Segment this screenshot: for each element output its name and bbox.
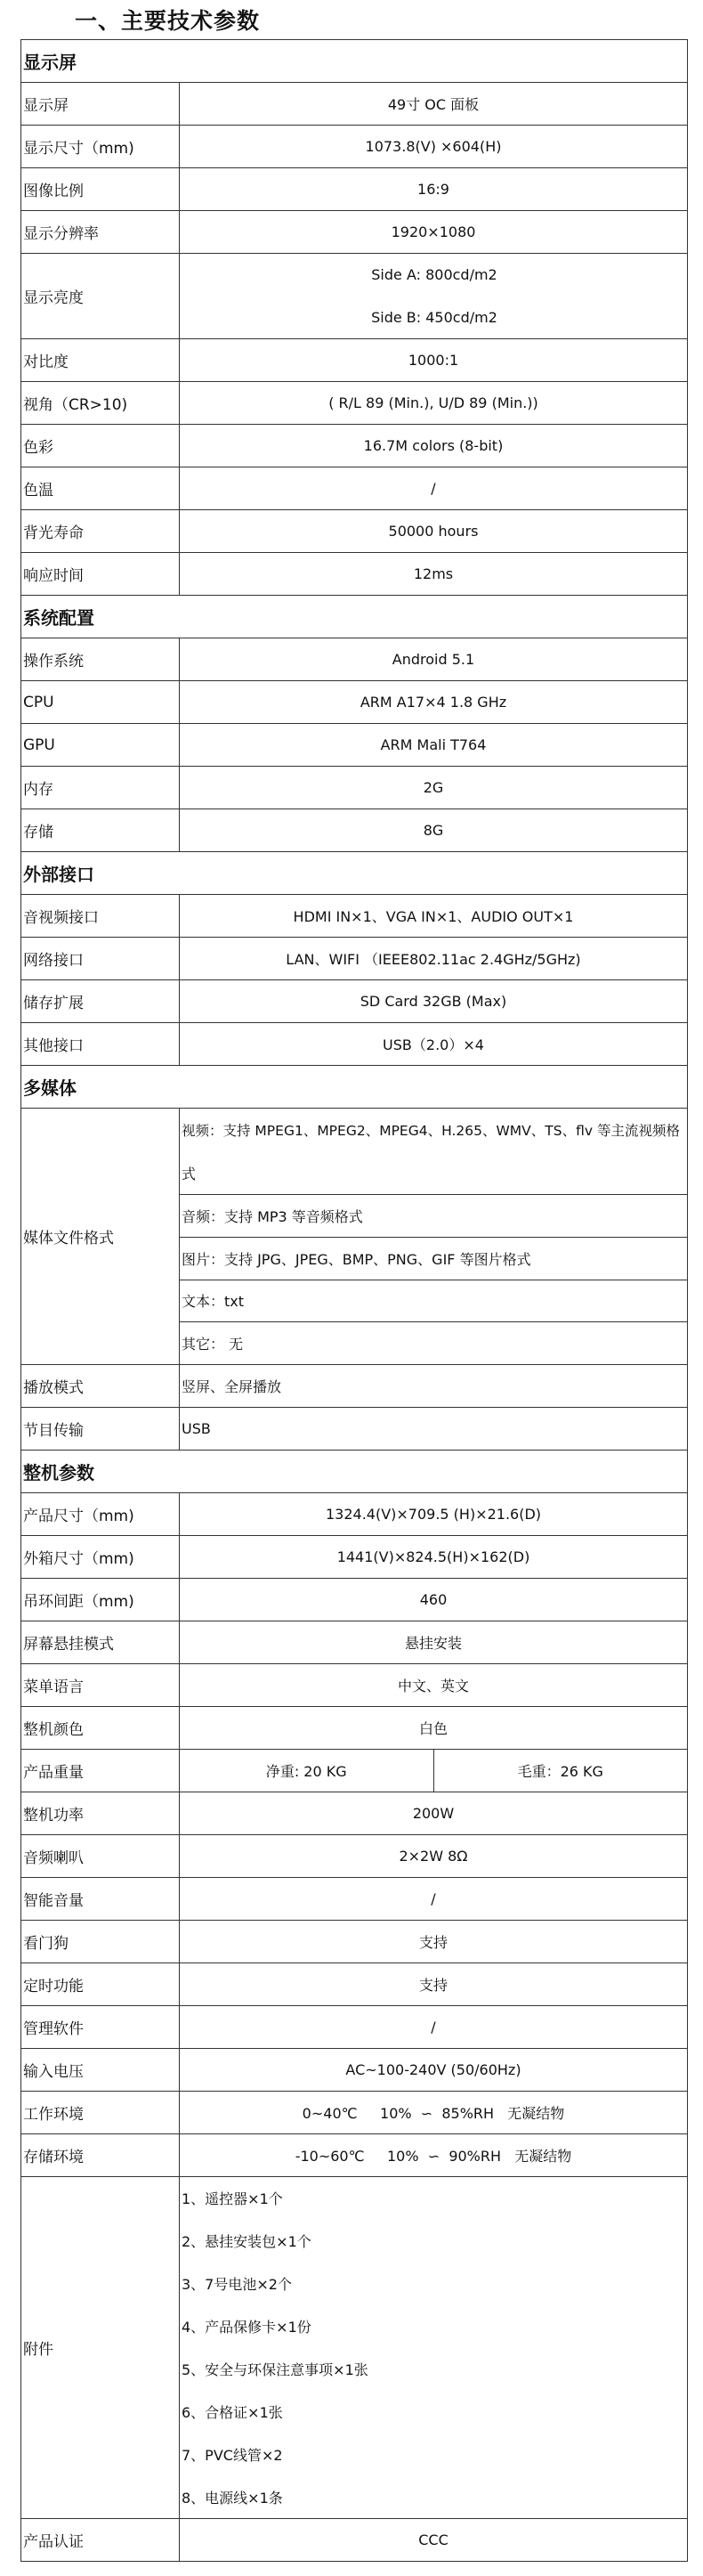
row-label: 内存	[21, 767, 180, 809]
net-weight: 净重: 20 KG	[180, 1750, 434, 1792]
table-row	[21, 2092, 687, 2134]
row-label: 智能音量	[21, 1878, 180, 1920]
row-label: 产品认证	[21, 2519, 180, 2561]
row-value: /	[431, 2019, 436, 2036]
table-row	[21, 1023, 687, 1066]
row-label: 附件	[21, 2177, 180, 2518]
row-value: /	[431, 1890, 436, 1907]
row-label: 显示分辨率	[21, 211, 180, 253]
row-label: 响应时间	[21, 553, 180, 595]
row-label: 视角（CR>10)	[21, 382, 180, 424]
row-value: /	[431, 480, 436, 497]
table-row	[21, 1109, 687, 1365]
row-value: 支持	[418, 1934, 448, 1951]
table-row	[21, 254, 687, 339]
row-value: 竖屏、全屏播放	[182, 1378, 282, 1395]
brightness-side-a: Side A: 800cd/m2	[371, 266, 497, 284]
row-label: 对比度	[21, 339, 180, 381]
row-label: 音频喇叭	[21, 1835, 180, 1877]
row-label: 吊环间距（mm)	[21, 1579, 180, 1621]
row-value: 1000:1	[408, 352, 459, 369]
row-label: 背光寿命	[21, 510, 180, 552]
row-value: 8G	[423, 822, 444, 839]
row-value: 白色	[418, 1720, 448, 1737]
row-value: -10~60℃ 10% ∽ 90%RH 无凝结物	[295, 2148, 572, 2165]
row-label: 储存扩展	[21, 980, 180, 1022]
row-label: 色彩	[21, 425, 180, 467]
video-format	[180, 1109, 687, 1195]
list-item: 1、遥控器×1个	[182, 2190, 283, 2208]
section-display: 显示屏	[21, 40, 687, 83]
row-value: 1073.8(V) ×604(H)	[365, 138, 502, 155]
audio-format: 音频：支持 MP3 等音频格式	[180, 1195, 687, 1238]
list-item: 2、悬挂安装包×1个	[182, 2233, 311, 2251]
table-row	[21, 1621, 687, 1664]
text-format: 文本：txt	[180, 1280, 687, 1323]
section-whole: 整机参数	[21, 1451, 687, 1493]
table-row	[21, 1365, 687, 1408]
table-row	[21, 126, 687, 168]
row-value: 悬挂安装	[404, 1635, 462, 1652]
row-label: 音视频接口	[21, 895, 180, 937]
title-bar	[0, 0, 703, 39]
row-value: Android 5.1	[392, 651, 475, 668]
row-value: 2G	[423, 779, 444, 796]
weight-split	[180, 1750, 687, 1792]
row-label: 看门狗	[21, 1921, 180, 1962]
row-label: 媒体文件格式	[21, 1109, 180, 1364]
section-ports: 外部接口	[21, 852, 687, 895]
table-row	[21, 2177, 687, 2519]
row-label: 整机颜色	[21, 1707, 180, 1749]
other-format: 其它： 无	[182, 1336, 244, 1353]
table-row	[21, 1664, 687, 1707]
table-row	[21, 1750, 687, 1792]
row-value: 1441(V)×824.5(H)×162(D)	[336, 1548, 530, 1565]
list-item: 8、电源线×1条	[182, 2489, 283, 2507]
row-value: HDMI IN×1、VGA IN×1、AUDIO OUT×1	[293, 908, 574, 925]
table-row	[21, 681, 687, 724]
row-value: 支持	[418, 1977, 448, 1994]
table-row	[21, 1963, 687, 2006]
row-label: 存储环境	[21, 2134, 180, 2176]
table-row	[21, 425, 687, 467]
row-label: 存储	[21, 809, 180, 851]
page-title: 一、主要技术参数	[75, 8, 261, 34]
row-value: 16.7M colors (8-bit)	[363, 437, 504, 454]
row-label: 显示尺寸（mm)	[21, 126, 180, 167]
row-value: ARM A17×4 1.8 GHz	[360, 694, 507, 711]
row-label: GPU	[21, 724, 180, 766]
list-item: 7、PVC线管×2	[182, 2446, 283, 2464]
table-row	[21, 1536, 687, 1579]
section-system: 系统配置	[21, 596, 687, 638]
spec-table	[20, 39, 688, 2562]
table-row	[21, 1835, 687, 1878]
row-label: 产品重量	[21, 1750, 180, 1792]
list-item: 6、合格证×1张	[182, 2403, 283, 2421]
row-label: 图像比例	[21, 168, 180, 210]
row-value: SD Card 32GB (Max)	[360, 993, 507, 1010]
table-row	[21, 1493, 687, 1536]
video-format-line2: 式	[182, 1165, 197, 1182]
row-label: 外箱尺寸（mm)	[21, 1536, 180, 1578]
table-row	[21, 1792, 687, 1835]
row-label: 输入电压	[21, 2049, 180, 2091]
row-label: 显示屏	[21, 83, 180, 125]
table-row	[21, 382, 687, 425]
table-row	[21, 83, 687, 126]
row-value: 12ms	[413, 565, 454, 582]
row-value: 0~40℃ 10% ∽ 85%RH 无凝结物	[302, 2105, 565, 2122]
row-value: 200W	[412, 1805, 455, 1822]
row-value: 50000 hours	[388, 523, 479, 540]
table-row	[21, 1921, 687, 1963]
table-row	[21, 2134, 687, 2177]
row-value: AC~100-240V (50/60Hz)	[345, 2061, 521, 2078]
gross-weight: 毛重：26 KG	[517, 1763, 603, 1780]
table-row	[21, 638, 687, 681]
row-label: 节目传输	[21, 1408, 180, 1450]
table-row	[21, 510, 687, 553]
row-value: USB	[182, 1420, 211, 1437]
table-row	[21, 467, 687, 510]
list-item: 3、7号电池×2个	[182, 2276, 292, 2294]
table-row	[21, 1878, 687, 1921]
table-row	[21, 980, 687, 1023]
row-label: 菜单语言	[21, 1664, 180, 1706]
table-row	[21, 168, 687, 211]
image-format: 图片：支持 JPG、JPEG、BMP、PNG、GIF 等图片格式	[180, 1238, 687, 1280]
table-row	[21, 809, 687, 852]
table-row	[21, 553, 687, 596]
list-item: 4、产品保修卡×1份	[182, 2319, 311, 2336]
row-label: 管理软件	[21, 2006, 180, 2048]
row-value: 1324.4(V)×709.5 (H)×21.6(D)	[325, 1506, 542, 1523]
row-value: 中文、英文	[397, 1678, 469, 1694]
row-value: LAN、WIFI （IEEE802.11ac 2.4GHz/5GHz)	[286, 951, 581, 968]
row-label: 工作环境	[21, 2092, 180, 2133]
table-row	[21, 1579, 687, 1621]
row-label: 产品尺寸（mm)	[21, 1493, 180, 1535]
table-row	[21, 724, 687, 767]
row-value: 16:9	[417, 181, 449, 198]
video-format-line1: 视频：支持 MPEG1、MPEG2、MPEG4、H.265、WMV、TS、flv 等主流视频格	[182, 1123, 680, 1139]
table-row	[21, 895, 687, 938]
table-row	[21, 2519, 687, 2562]
row-value: 2×2W 8Ω	[399, 1848, 468, 1865]
row-value: CCC	[418, 2531, 448, 2548]
row-label: CPU	[21, 681, 180, 723]
row-label: 整机功率	[21, 1792, 180, 1834]
section-media: 多媒体	[21, 1066, 687, 1109]
accessories-list	[180, 2177, 687, 2518]
row-label: 播放模式	[21, 1365, 180, 1407]
row-value-stack	[180, 254, 687, 338]
brightness-side-b: Side B: 450cd/m2	[371, 308, 497, 326]
table-row	[21, 2006, 687, 2049]
row-label: 色温	[21, 467, 180, 509]
row-value: 1920×1080	[391, 223, 476, 240]
table-row	[21, 339, 687, 382]
table-row	[21, 211, 687, 254]
row-label: 显示亮度	[21, 254, 180, 338]
row-label: 网络接口	[21, 938, 180, 979]
list-item: 5、安全与环保注意事项×1张	[182, 2361, 368, 2378]
row-value: 460	[419, 1591, 448, 1608]
row-value: USB（2.0）×4	[383, 1036, 484, 1053]
table-row	[21, 2049, 687, 2092]
media-format-list	[180, 1109, 687, 1364]
table-row	[21, 1408, 687, 1451]
row-label: 操作系统	[21, 638, 180, 680]
table-row	[21, 767, 687, 809]
row-label: 其他接口	[21, 1023, 180, 1065]
table-row	[21, 938, 687, 980]
row-label: 定时功能	[21, 1963, 180, 2005]
row-value: 49寸 OC 面板	[387, 96, 480, 113]
row-value: ARM Mali T764	[380, 736, 487, 753]
row-label: 屏幕悬挂模式	[21, 1621, 180, 1663]
table-row	[21, 1707, 687, 1750]
row-value: ( R/L 89 (Min.), U/D 89 (Min.))	[328, 394, 538, 411]
